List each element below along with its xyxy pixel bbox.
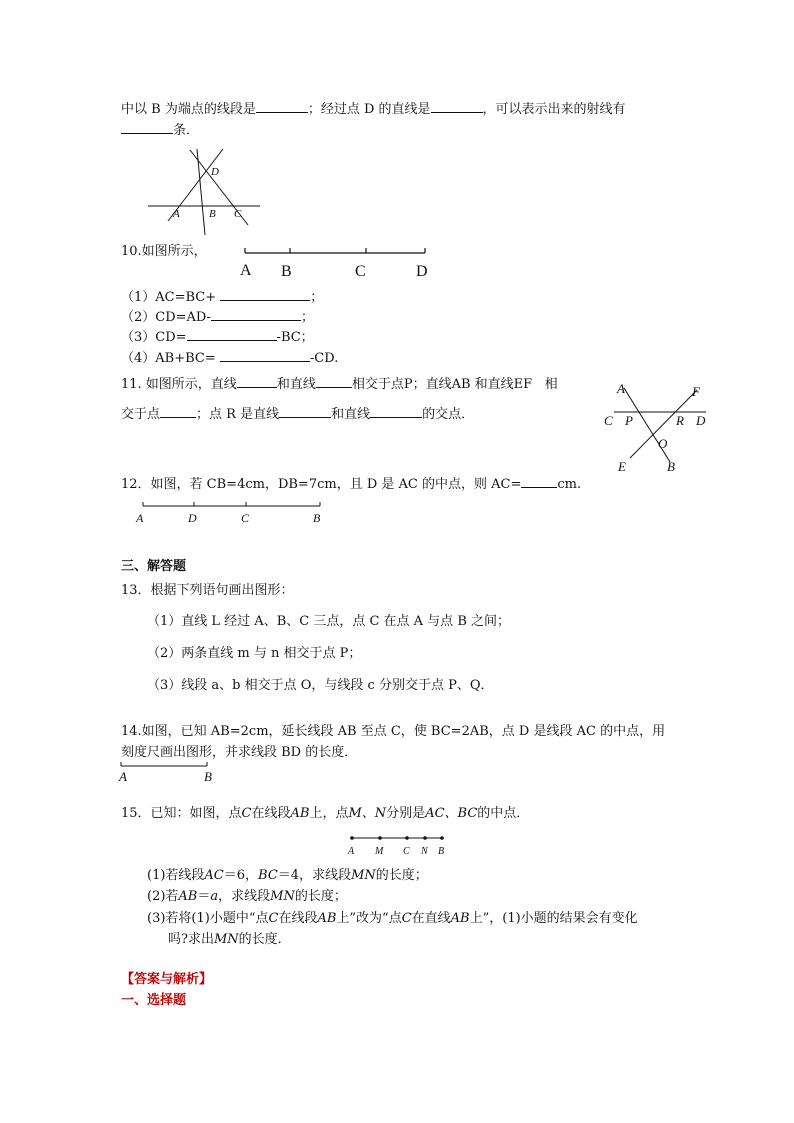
q13-item-2: （2）两条直线 m 与 n 相交于点 P；	[147, 646, 362, 661]
q10-label-c: C	[355, 263, 366, 280]
q9-label-a: A	[173, 208, 180, 220]
q15-label-b: B	[438, 846, 445, 857]
q12-label-a: A	[136, 511, 144, 525]
q11-label-f: F	[692, 384, 700, 399]
q15-line1: 15．已知：如图，点C在线段AB上，点M、N分别是AC、BC的中点．	[121, 806, 530, 821]
q15-point-b	[440, 836, 444, 840]
q11-label-d: D	[696, 413, 706, 428]
answer-blank[interactable]	[521, 475, 557, 488]
q9-label-d: D	[211, 166, 219, 178]
answer-blank[interactable]	[211, 308, 301, 321]
answer-blank[interactable]	[237, 375, 277, 388]
answer-blank[interactable]	[431, 100, 483, 113]
q13-item-1: （1）直线 L 经过 A、B、C 三点，点 C 在点 A 与点 B 之间；	[147, 614, 511, 629]
answer-blank[interactable]	[256, 100, 308, 113]
q10-label-b: B	[281, 263, 292, 280]
answers-section-1: 一、选择题	[121, 993, 187, 1008]
q9-label-b: B	[209, 208, 216, 220]
answer-blank[interactable]	[220, 349, 310, 362]
q14-label-b: B	[204, 769, 212, 784]
q15-figure	[345, 832, 455, 862]
q9-line1: 中以 B 为端点的线段是 ；经过点 D 的直线是 ，可以表示出来的射线有	[121, 102, 626, 117]
answer-blank[interactable]	[279, 405, 331, 418]
q12-label-c: C	[241, 511, 250, 525]
q15-point-n	[423, 836, 427, 840]
q11-line1: 11. 如图所示，直线 和直线 相交于点P；直线AB 和直线EF 相	[121, 377, 558, 392]
q11-label-a: A	[617, 381, 625, 396]
q11-label-r: R	[676, 413, 684, 428]
q11-label-p: P	[625, 413, 633, 428]
q12-label-d: D	[188, 511, 197, 525]
q10-label-a: A	[240, 262, 252, 279]
q15-part-3-cont: 吗?求出MN的长度．	[168, 932, 291, 947]
q9-figure	[145, 145, 265, 240]
q12-label-b: B	[313, 511, 321, 525]
q10-item-3: （3）CD= -BC；	[121, 330, 314, 345]
q14-label-a: A	[119, 769, 127, 784]
q10-title: 10.如图所示，	[121, 244, 207, 259]
answer-blank[interactable]	[220, 288, 310, 301]
q15-label-n: N	[421, 846, 428, 857]
q9-line2: 条．	[121, 121, 199, 139]
answer-blank[interactable]	[160, 405, 196, 418]
answers-title: 【答案与解析】	[121, 972, 213, 987]
q10-item-1: （1）AC=BC+ ；	[121, 290, 324, 305]
q9-label-c: C	[234, 208, 242, 220]
q11-label-b: B	[667, 459, 675, 474]
q15-point-m	[378, 836, 382, 840]
q14-figure	[117, 760, 227, 790]
q11-label-o: O	[658, 436, 668, 451]
answer-blank[interactable]	[121, 121, 173, 134]
answer-blank[interactable]	[370, 405, 422, 418]
section-3-title: 三、解答题	[121, 559, 187, 574]
q12-text: 12．如图，若 CB=4cm，DB=7cm，且 D 是 AC 的中点，则 AC= cm.	[121, 477, 582, 492]
q13-item-3: （3）线段 a、b 相交于点 O，与线段 c 分别交于点 P、Q．	[147, 678, 494, 693]
answer-blank[interactable]	[187, 328, 277, 341]
q15-part-3: (3)若将(1)小题中“点C在线段AB上”改为“点C在直线AB上”，(1)小题的结果会有变化	[147, 911, 638, 926]
q15-point-a	[350, 836, 354, 840]
q10-item-2: （2）CD=AD- ；	[121, 310, 314, 325]
q14-line2: 刻度尺画出图形，并求线段 BD 的长度．	[121, 745, 358, 760]
q10-item-4: （4）AB+BC= -CD.	[121, 351, 339, 366]
answer-blank[interactable]	[316, 375, 352, 388]
q11-label-e: E	[618, 459, 626, 474]
q15-label-m: M	[375, 846, 384, 857]
q12-figure	[136, 500, 336, 530]
q10-label-d: D	[416, 263, 428, 280]
q11-figure	[602, 380, 712, 475]
q13-title: 13．根据下列语句画出图形：	[121, 583, 294, 598]
q15-part-2: (2)若AB＝a，求线段MN的长度；	[147, 889, 347, 904]
q15-label-c: C	[403, 846, 410, 857]
q11-label-c: C	[604, 413, 613, 428]
q11-line2: 交于点 ；点 R 是直线 和直线 的交点．	[121, 407, 475, 422]
q15-part-1: (1)若线段AC＝6，BC＝4，求线段MN的长度；	[147, 868, 428, 883]
q15-point-c	[405, 836, 409, 840]
q14-line1: 14.如图，已知 AB=2cm，延长线段 AB 至点 C，使 BC=2AB，点 D 是线段 AC 的中点，用	[121, 724, 666, 739]
q10-figure	[238, 245, 438, 285]
q15-label-a: A	[348, 846, 355, 857]
